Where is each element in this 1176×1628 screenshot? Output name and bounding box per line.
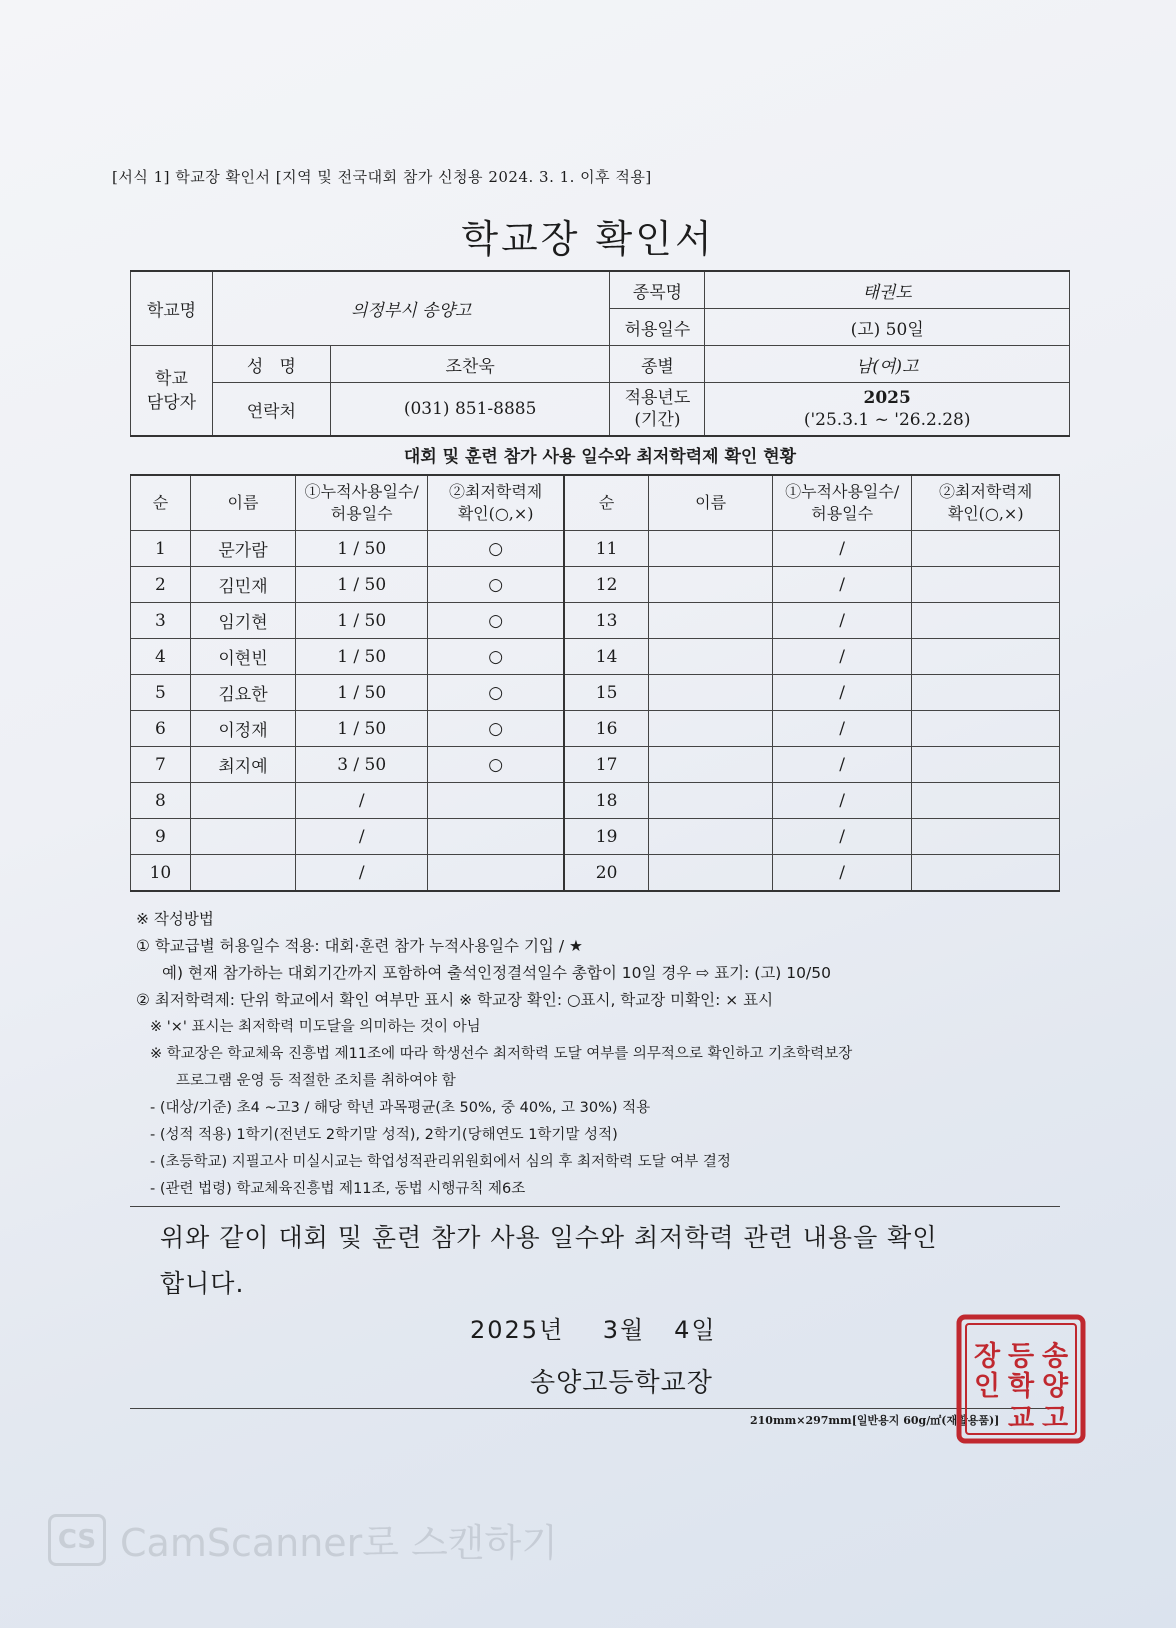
principal-signature: 송양고등학교장 [530, 1368, 713, 1398]
row-name [649, 675, 773, 711]
row-days: / [773, 783, 912, 819]
table-row [131, 531, 1060, 567]
type-label: 종별 [610, 346, 705, 383]
allowed-days-value: (고) 50일 [705, 309, 1070, 346]
header-check: ②최저학력제 확인(○,×) [428, 475, 564, 531]
row-check [428, 819, 564, 855]
note-2-sub-2: ※ 학교장은 학교체육 진흥법 제11조에 따라 학생선수 최저학력 도달 여부를 의무적으로 확인하고 기초학력보장 [150, 1046, 853, 1062]
principal-seal-icon [955, 1313, 1087, 1445]
paper-size-note: 210mm×297mm[일반용지 60g/㎡(재활용품)] [750, 1414, 1000, 1427]
row-no: 7 [131, 747, 191, 783]
row-days: 1 / 50 [296, 639, 428, 675]
event-label: 종목명 [610, 271, 705, 309]
divider [130, 1206, 1060, 1207]
note-2: ② 최저학력제: 단위 학교에서 확인 여부만 표시 ※ 학교장 확인: ○표시, 학교장 미확인: × 표시 [136, 991, 774, 1009]
row-check [912, 819, 1060, 855]
row-no: 1 [131, 531, 191, 567]
row-no: 19 [564, 819, 649, 855]
row-check: ○ [428, 747, 564, 783]
row-days: / [773, 639, 912, 675]
confirmation-line-2: 합니다. [160, 1269, 245, 1298]
row-days: 3 / 50 [296, 747, 428, 783]
year-value: 2025 [863, 388, 911, 408]
row-days: 1 / 50 [296, 675, 428, 711]
row-no: 15 [564, 675, 649, 711]
row-name [649, 783, 773, 819]
manager-label: 학교 담당자 [131, 346, 213, 437]
row-days: / [773, 819, 912, 855]
row-days: 1 / 50 [296, 531, 428, 567]
row-name [649, 531, 773, 567]
row-check: ○ [428, 711, 564, 747]
row-name [649, 819, 773, 855]
row-days: 1 / 50 [296, 603, 428, 639]
type-value: 남(여)고 [705, 346, 1070, 383]
row-days: 1 / 50 [296, 567, 428, 603]
header-check: ②최저학력제 확인(○,×) [912, 475, 1060, 531]
row-no: 3 [131, 603, 191, 639]
row-name [190, 819, 295, 855]
row-check [912, 639, 1060, 675]
allowed-days-label: 허용일수 [610, 309, 705, 346]
header-no: 순 [131, 475, 191, 531]
row-no: 12 [564, 567, 649, 603]
year-label: 적용년도 (기간) [610, 383, 705, 437]
row-no: 9 [131, 819, 191, 855]
note-dash-1: - (대상/기준) 초4 ~고3 / 해당 학년 과목평균(초 50%, 중 40%, 고 30%) 적용 [150, 1100, 651, 1116]
row-name [649, 603, 773, 639]
row-no: 6 [131, 711, 191, 747]
contact-value: (031) 851-8885 [330, 383, 610, 437]
row-no: 10 [131, 855, 191, 892]
header-name: 이름 [649, 475, 773, 531]
row-days: / [773, 747, 912, 783]
row-check [912, 531, 1060, 567]
seal-char: 장 [973, 1341, 1001, 1372]
row-name: 이현빈 [190, 639, 295, 675]
table-row [131, 747, 1060, 783]
table-row [131, 567, 1060, 603]
table-title: 대회 및 훈련 참가 사용 일수와 최저학력제 확인 현황 [403, 447, 797, 467]
row-days: / [773, 675, 912, 711]
row-no: 20 [564, 855, 649, 892]
row-days: / [773, 603, 912, 639]
seal-char: 학 [1007, 1371, 1035, 1402]
bottom-divider [130, 1408, 1060, 1409]
table-row [131, 711, 1060, 747]
row-name: 김요한 [190, 675, 295, 711]
name-value: 조찬욱 [330, 346, 610, 383]
seal-char: 송 [1041, 1341, 1069, 1372]
table-row [131, 675, 1060, 711]
row-days: / [773, 711, 912, 747]
row-check: ○ [428, 639, 564, 675]
seal-char: 등 [1007, 1341, 1035, 1372]
note-dash-2: - (성적 적용) 1학기(전년도 2학기말 성적), 2학기(당해연도 1학기말 성적) [150, 1127, 618, 1143]
name-label: 성 명 [212, 346, 330, 383]
row-name [649, 711, 773, 747]
participation-table [130, 474, 1060, 892]
header-days: ①누적사용일수/ 허용일수 [773, 475, 912, 531]
row-name [190, 855, 295, 892]
row-check [912, 711, 1060, 747]
note-dash-4: - (관련 법령) 학교체육진흥법 제11조, 동법 시행규칙 제6조 [150, 1181, 526, 1197]
note-2-sub-2b: 프로그램 운영 등 적절한 조치를 취하여야 함 [176, 1073, 456, 1089]
row-name [649, 639, 773, 675]
row-check [912, 783, 1060, 819]
row-name [190, 783, 295, 819]
table-row [131, 855, 1060, 892]
row-check [912, 603, 1060, 639]
row-no: 14 [564, 639, 649, 675]
school-label: 학교명 [131, 271, 213, 346]
row-days: / [773, 567, 912, 603]
row-name: 이정재 [190, 711, 295, 747]
note-1-example: 예) 현재 참가하는 대회기간까지 포함하여 출석인정결석일수 총합이 10일 경우 ⇨ 표기: (고) 10/50 [162, 964, 831, 982]
row-days: 1 / 50 [296, 711, 428, 747]
notes-heading: ※ 작성방법 [136, 910, 214, 928]
row-no: 2 [131, 567, 191, 603]
table-row [131, 783, 1060, 819]
row-no: 11 [564, 531, 649, 567]
row-days: / [773, 531, 912, 567]
row-name [649, 747, 773, 783]
period-value: ('25.3.1 ~ '26.2.28) [803, 410, 971, 430]
row-check [912, 675, 1060, 711]
page-title: 학교장 확인서 [461, 217, 715, 261]
row-no: 18 [564, 783, 649, 819]
row-name: 임기현 [190, 603, 295, 639]
row-no: 13 [564, 603, 649, 639]
row-check [428, 783, 564, 819]
note-dash-3: - (초등학교) 지필고사 미실시교는 학업성적관리위원회에서 심의 후 최저학력 도달 여부 결정 [150, 1154, 731, 1170]
row-no: 17 [564, 747, 649, 783]
row-check: ○ [428, 675, 564, 711]
event-value: 태권도 [705, 271, 1070, 309]
contact-label: 연락처 [212, 383, 330, 437]
row-check: ○ [428, 603, 564, 639]
school-value: 의정부시 송양고 [212, 271, 610, 346]
note-2-sub-1: ※ '×' 표시는 최저학력 미도달을 의미하는 것이 아님 [150, 1019, 481, 1035]
seal-char: 고 [1041, 1403, 1069, 1434]
issue-date: 2025년 3월 4일 [470, 1316, 717, 1344]
camscanner-watermark [48, 1512, 558, 1567]
row-check [428, 855, 564, 892]
row-check: ○ [428, 531, 564, 567]
row-check [912, 567, 1060, 603]
row-name: 김민재 [190, 567, 295, 603]
row-name [649, 855, 773, 892]
confirmation-text [160, 1215, 937, 1307]
row-name: 문가람 [190, 531, 295, 567]
row-no: 16 [564, 711, 649, 747]
row-check [912, 747, 1060, 783]
writing-instructions [136, 906, 1076, 1203]
seal-char: 교 [1007, 1403, 1035, 1434]
row-no: 5 [131, 675, 191, 711]
header-no: 순 [564, 475, 649, 531]
row-days: / [296, 819, 428, 855]
header-name: 이름 [190, 475, 295, 531]
table-row [131, 639, 1060, 675]
table-row [131, 819, 1060, 855]
camscanner-logo-icon: CS [48, 1514, 106, 1566]
table-row [131, 603, 1060, 639]
seal-char: 인 [973, 1371, 1001, 1402]
info-table [130, 270, 1070, 437]
camscanner-text: CamScanner로 스캔하기 [120, 1521, 558, 1565]
header-days: ①누적사용일수/ 허용일수 [296, 475, 428, 531]
seal-char: 양 [1041, 1371, 1069, 1402]
row-name [649, 567, 773, 603]
row-check: ○ [428, 567, 564, 603]
form-note: [서식 1] 학교장 확인서 [지역 및 전국대회 참가 신청용 2024. 3. 1. 이후 적용] [112, 168, 652, 186]
year-cell [705, 383, 1070, 437]
note-1: ① 학교급별 허용일수 적용: 대회·훈련 참가 누적사용일수 기입 / ★ [136, 937, 583, 955]
confirmation-line-1: 위와 같이 대회 및 훈련 참가 사용 일수와 최저학력 관련 내용을 확인 [160, 1223, 938, 1252]
row-days: / [296, 783, 428, 819]
row-check [912, 855, 1060, 892]
row-days: / [296, 855, 428, 892]
row-no: 8 [131, 783, 191, 819]
row-name: 최지예 [190, 747, 295, 783]
row-no: 4 [131, 639, 191, 675]
row-days: / [773, 855, 912, 892]
